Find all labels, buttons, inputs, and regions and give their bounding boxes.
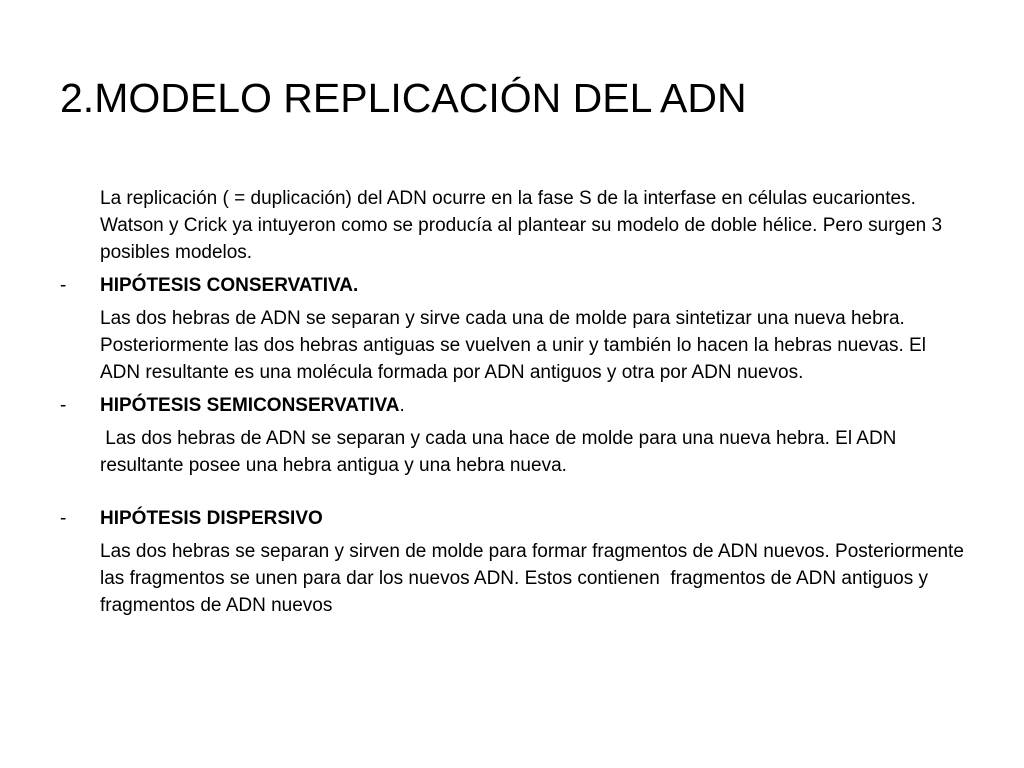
heading-dispersive: HIPÓTESIS DISPERSIVO xyxy=(100,508,323,529)
text-conservative: Las dos hebras de ADN se separan y sirve cada una de molde para sintetizar una nueva hebra. Posteriormente las dos hebras antiguas se vuelven a unir y también lo hacen la hebras nuevas. El ADN resultante es una molécula formada por ADN antiguos y otra por ADN nuevos. xyxy=(100,308,926,383)
bullet-semiconservative xyxy=(0,392,1024,419)
bullet-dash: - xyxy=(60,395,67,416)
bullet-dash: - xyxy=(60,275,67,296)
slide-body xyxy=(0,185,1024,625)
spacer xyxy=(0,485,1024,505)
heading-semiconservative: HIPÓTESIS SEMICONSERVATIVA xyxy=(100,395,400,416)
text-semiconservative: Las dos hebras de ADN se separan y cada una hace de molde para una nueva hebra. El ADN resultante posee una hebra antigua y una hebra nueva. xyxy=(100,428,902,476)
heading-conservative: HIPÓTESIS CONSERVATIVA. xyxy=(100,275,359,296)
intro-paragraph: La replicación ( = duplicación) del ADN ocurre en la fase S de la interfase en células eucariontes. Watson y Crick ya intuyeron como se producía al plantear su modelo de doble hélice. Pero surgen 3 posibles modelos. xyxy=(100,188,943,263)
bullet-conservative xyxy=(0,272,1024,299)
heading-semiconservative-period: . xyxy=(399,395,405,416)
slide-title: 2.MODELO REPLICACIÓN DEL ADN xyxy=(60,75,747,121)
bullet-dispersive xyxy=(0,505,1024,532)
text-dispersive: Las dos hebras se separan y sirven de molde para formar fragmentos de ADN nuevos. Posteriormente las fragmentos se unen para dar los nuevos ADN. Estos contienen fragmentos de ADN antiguos y fragmentos de ADN nuevos xyxy=(100,541,970,616)
bullet-dash: - xyxy=(60,508,67,529)
